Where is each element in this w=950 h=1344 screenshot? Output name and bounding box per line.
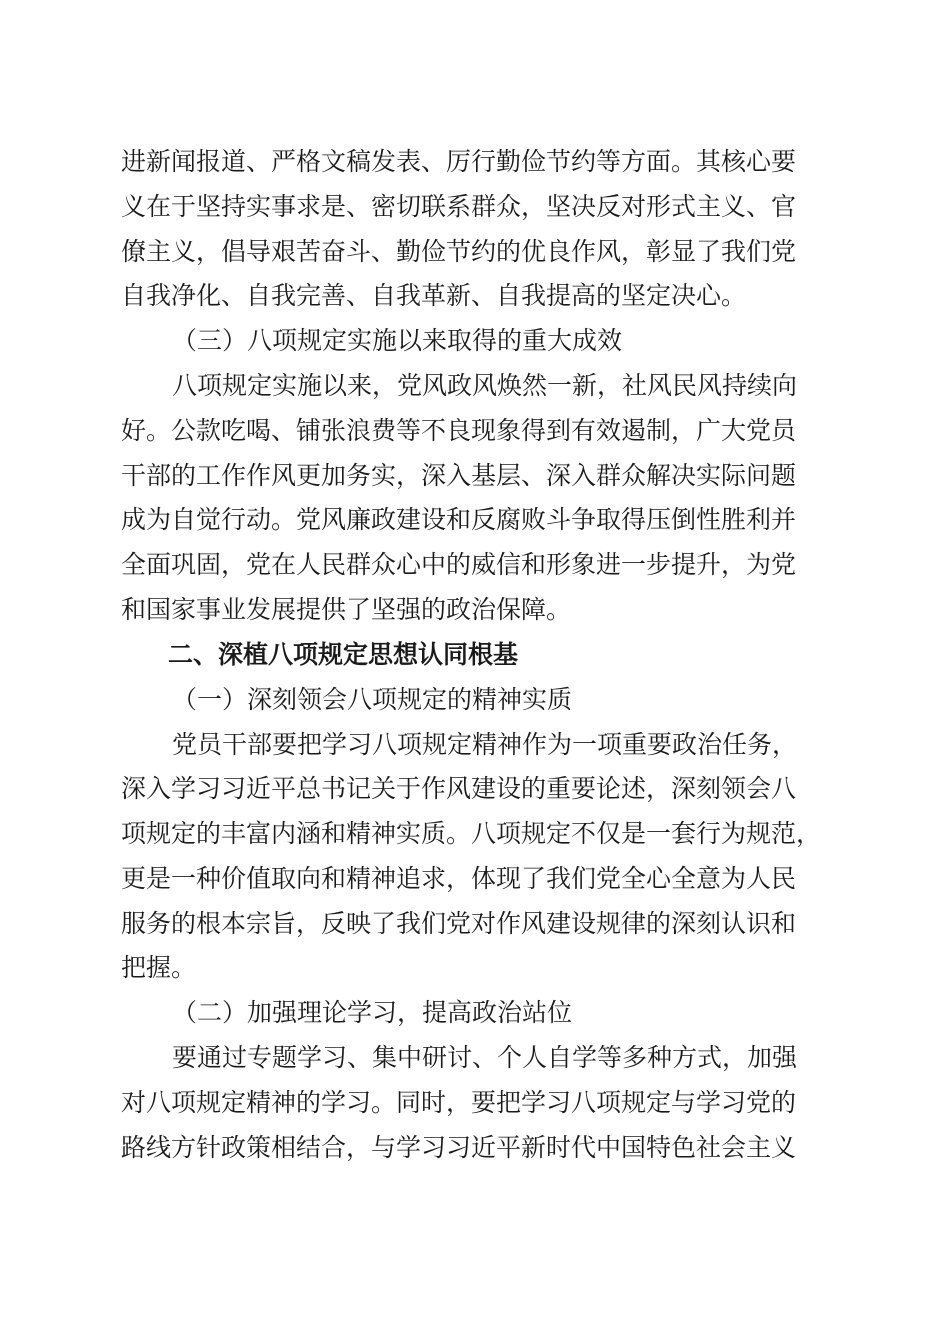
body-text-line: 成为自觉行动。党风廉政建设和反腐败斗争取得压倒性胜利并 [121, 505, 797, 534]
body-text-line: 项规定的丰富内涵和精神实质。八项规定不仅是一套行为规范， [121, 819, 822, 848]
subsection-heading: （一）深刻领会八项规定的精神实质 [172, 685, 573, 714]
body-text-line: 对八项规定精神的学习。同时，要把学习八项规定与学习党的 [121, 1088, 797, 1117]
body-text-line: 党员干部要把学习八项规定精神作为一项重要政治任务， [172, 730, 798, 759]
subsection-heading: （二）加强理论学习，提高政治站位 [172, 998, 573, 1027]
body-text-line: 服务的根本宗旨，反映了我们党对作风建设规律的深刻认识和 [121, 909, 797, 938]
body-text-line: 路线方针政策相结合，与学习习近平新时代中国特色社会主义 [121, 1133, 797, 1162]
body-text-line: 干部的工作作风更加务实，深入基层、深入群众解决实际问题 [121, 461, 797, 490]
body-text-line: 僚主义，倡导艰苦奋斗、勤俭节约的优良作风，彰显了我们党 [121, 237, 797, 266]
section-heading: 二、深植八项规定思想认同根基 [168, 640, 519, 669]
body-text-line: 要通过专题学习、集中研讨、个人自学等多种方式，加强 [172, 1043, 798, 1072]
body-text-line: 全面巩固，党在人民群众心中的威信和形象进一步提升，为党 [121, 550, 797, 579]
body-text-line: 更是一种价值取向和精神追求，体现了我们党全心全意为人民 [121, 864, 797, 893]
body-text-line: 深入学习习近平总书记关于作风建设的重要论述，深刻领会八 [121, 774, 797, 803]
body-text-line: 义在于坚持实事求是、密切联系群众，坚决反对形式主义、官 [121, 192, 797, 221]
subsection-heading: （三）八项规定实施以来取得的重大成效 [172, 326, 623, 355]
body-text-line: 自我净化、自我完善、自我革新、自我提高的坚定决心。 [121, 281, 747, 310]
body-text-line: 把握。 [121, 953, 197, 982]
body-text-line: 进新闻报道、严格文稿发表、厉行勤俭节约等方面。其核心要 [121, 147, 797, 176]
body-text-line: 好。公款吃喝、铺张浪费等不良现象得到有效遏制，广大党员 [121, 416, 797, 445]
body-text-line: 和国家事业发展提供了坚强的政治保障。 [121, 595, 572, 624]
body-text-line: 八项规定实施以来，党风政风焕然一新，社风民风持续向 [172, 371, 798, 400]
